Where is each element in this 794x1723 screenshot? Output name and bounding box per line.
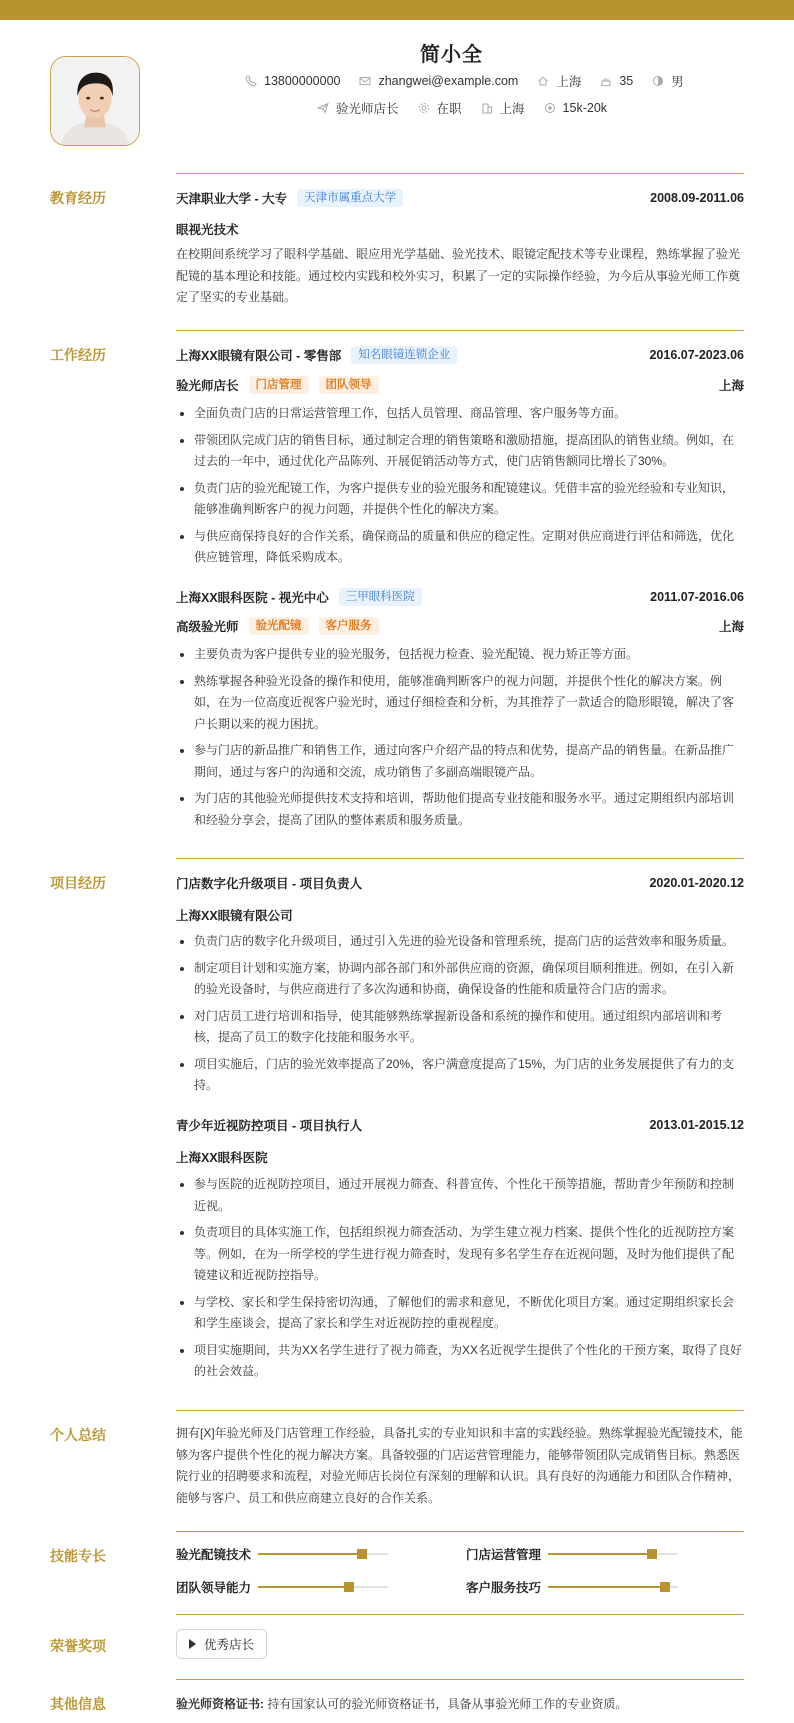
phone-value: 13800000000 (264, 74, 341, 88)
job-period: 2016.07-2023.06 (649, 348, 744, 362)
projects-section-title: 项目经历 (50, 875, 106, 891)
list-item: 主要负责为客户提供专业的验光服务，包括视力检查、验光配镜、视力矫正等方面。 (176, 644, 744, 666)
project-name: 青少年近视防控项目 - 项目执行人 (176, 1119, 363, 1133)
skill-level-knob (660, 1582, 670, 1592)
age-value: 35 (619, 74, 634, 88)
list-item: 制定项目计划和实施方案，协调内部各部门和外部供应商的资源，确保项目顺利推进。例如，在引入新的验光设备时，与供应商进行了多次沟通和协商，确保设备的性能和质量符合门店的需求。 (176, 958, 744, 1001)
status-item (417, 99, 462, 117)
skill-item (176, 1545, 388, 1563)
section-divider (176, 1531, 744, 1532)
project-org: 上海XX眼科医院 (176, 1151, 268, 1165)
building-icon (480, 101, 494, 115)
major-name: 眼视光技术 (176, 223, 239, 237)
list-item: 对门店员工进行培训和指导，使其能够熟练掌握新设备和系统的操作和使用。通过组织内部培训和考核，提高了员工的数字化技能和服务水平。 (176, 1006, 744, 1049)
awards-section-title: 荣誉奖项 (50, 1638, 106, 1654)
school-tag: 天津市属重点大学 (297, 189, 403, 207)
email-value: zhangwei@example.com (378, 74, 519, 88)
paper-plane-icon (316, 101, 330, 115)
age-item (599, 74, 633, 88)
skill-tag: 客户服务 (319, 617, 379, 635)
job-city: 上海 (718, 379, 744, 393)
list-item: 与供应商保持良好的合作关系，确保商品的质量和供应的稳定性。定期对供应商进行评估和筛选，优化供应链管理，降低采购成本。 (176, 526, 744, 569)
job-role-row (176, 616, 744, 636)
education-section-title: 教育经历 (50, 190, 106, 206)
section-divider (176, 173, 744, 174)
project-header (176, 1115, 744, 1135)
section-divider (176, 1614, 744, 1615)
job-bullets (176, 403, 744, 574)
skill-level-fill (548, 1553, 652, 1555)
avatar (50, 56, 140, 146)
skill-item (466, 1578, 678, 1596)
skill-tag: 团队领导 (319, 376, 379, 394)
list-item: 带领团队完成门店的销售目标，通过制定合理的销售策略和激励措施，提高团队的销售业绩。例如，在过去的一年中，通过优化产品陈列、开展促销活动等方式，使门店销售额同比增长了30%。 (176, 430, 744, 473)
section-divider (176, 1679, 744, 1680)
skill-level-bar (258, 1586, 388, 1588)
top-accent-bar (0, 0, 794, 20)
skill-level-knob (357, 1549, 367, 1559)
play-icon (189, 1639, 196, 1649)
job-role-row (176, 375, 744, 395)
project-name: 门店数字化升级项目 - 项目负责人 (176, 877, 363, 891)
skill-level-bar (548, 1553, 678, 1555)
job-role: 验光师店长 (176, 379, 239, 393)
intent-city-value: 上海 (499, 102, 525, 116)
skill-level-knob (647, 1549, 657, 1559)
project-bullets (176, 1174, 744, 1388)
candidate-name: 简小全 (420, 44, 483, 66)
other-section-title: 其他信息 (50, 1696, 106, 1712)
list-item: 负责项目的具体实施工作，包括组织视力筛查活动、为学生建立视力档案、提供个性化的近视防控方案等。例如，在为一所学校的学生进行视力筛查时，发现有多名学生存在近视问题，及时为他们提供了配镜建议和近视防控指导。 (176, 1222, 744, 1287)
other-info-line (176, 1695, 627, 1712)
project-bullets (176, 931, 744, 1102)
gear-icon (417, 101, 431, 115)
job-intent-row (316, 99, 625, 117)
company-tag: 知名眼镜连锁企业 (351, 346, 457, 364)
salary-item (543, 101, 607, 115)
gender-value: 男 (671, 75, 684, 89)
skill-level-fill (258, 1553, 362, 1555)
school-name: 天津职业大学 - 大专 (176, 192, 288, 206)
list-item: 参与医院的近视防控项目，通过开展视力筛查、科普宣传、个性化干预等措施，帮助青少年预防和控制近视。 (176, 1174, 744, 1217)
city-item (536, 72, 581, 90)
company-name: 上海XX眼科医院 - 视光中心 (176, 591, 329, 605)
list-item: 参与门店的新品推广和销售工作，通过向客户介绍产品的特点和优势，提高产品的销售量。在新品推广期间，通过与客户的沟通和交流，成功销售了多副高端眼镜产品。 (176, 740, 744, 783)
position-item (316, 99, 399, 117)
education-entry-header (176, 188, 744, 208)
skill-name: 验光配镜技术 (176, 1548, 252, 1562)
skill-level-bar (258, 1553, 388, 1555)
list-item: 熟练掌握各种验光设备的操作和使用，能够准确判断客户的视力问题，并提供个性化的解决方案。例如，在为一位高度近视客户验光时，通过仔细检查和分析，为其推荐了一款适合的隐形眼镜，解决了客户长期以来的视力困扰。 (176, 671, 744, 736)
project-header (176, 873, 744, 893)
section-divider (176, 858, 744, 859)
company-name: 上海XX眼镜有限公司 - 零售部 (176, 349, 342, 363)
position-value: 验光师店长 (336, 102, 399, 116)
email-icon (358, 74, 372, 88)
phone-icon (244, 74, 258, 88)
skill-level-bar (548, 1586, 678, 1588)
job-bullets (176, 644, 744, 836)
award-chip[interactable] (176, 1629, 267, 1659)
work-section-title: 工作经历 (50, 347, 106, 363)
job-header (176, 345, 744, 365)
salary-value: 15k-20k (562, 101, 608, 115)
age-icon (599, 74, 613, 88)
gender-item (651, 72, 684, 90)
gender-icon (651, 74, 665, 88)
list-item: 项目实施期间，共为XX名学生进行了视力筛查，为XX名近视学生提供了个性化的干预方案，取得了良好的社会效益。 (176, 1340, 744, 1383)
job-period: 2011.07-2016.06 (650, 590, 744, 604)
intent-city-item (480, 99, 525, 117)
certificate-text: 持有国家认可的验光师资格证书，具备从事验光师工作的专业资质。 (267, 1697, 628, 1711)
education-period: 2008.09-2011.06 (650, 191, 744, 205)
list-item: 全面负责门店的日常运营管理工作，包括人员管理、商品管理、客户服务等方面。 (176, 403, 744, 425)
list-item: 为门店的其他验光师提供技术支持和培训，帮助他们提高专业技能和服务水平。通过定期组织内部培训和经验分享会，提高了团队的整体素质和服务质量。 (176, 788, 744, 831)
education-description: 在校期间系统学习了眼科学基础、眼应用光学基础、验光技术、眼镜定配技术等专业课程，熟练掌握了验光配镜的基本理论和技能。通过校内实践和校外实习，积累了一定的实际操作经验，为今后从事验光师工作奠定了坚实的专业基础。 (176, 247, 741, 304)
city-value: 上海 (556, 75, 582, 89)
list-item: 与学校、家长和学生保持密切沟通，了解他们的需求和意见，不断优化项目方案。通过定期组织家长会和学生座谈会，提高了家长和学生对近视防控的重视程度。 (176, 1292, 744, 1335)
skill-tag: 验光配镜 (249, 617, 309, 635)
summary-section-title: 个人总结 (50, 1427, 106, 1443)
coin-icon (543, 101, 557, 115)
email-item (358, 74, 518, 88)
status-value: 在职 (436, 102, 462, 116)
list-item: 项目实施后，门店的验光效率提高了20%，客户满意度提高了15%，为门店的业务发展提供了有力的支持。 (176, 1054, 744, 1097)
job-city: 上海 (718, 620, 744, 634)
phone-item (244, 74, 340, 88)
home-icon (536, 74, 550, 88)
skill-item (466, 1545, 678, 1563)
section-divider (176, 1410, 744, 1411)
certificate-label: 验光师资格证书: (176, 1697, 264, 1711)
list-item: 负责门店的验光配镜工作，为客户提供专业的验光服务和配镜建议。凭借丰富的验光经验和专业知识，能够准确判断客户的视力问题，并提供个性化的解决方案。 (176, 478, 744, 521)
section-divider (176, 330, 744, 331)
award-label: 优秀店长 (204, 1638, 255, 1652)
job-header (176, 587, 744, 607)
skills-section-title: 技能专长 (50, 1548, 106, 1564)
skill-tag: 门店管理 (249, 376, 309, 394)
list-item: 负责门店的数字化升级项目，通过引入先进的验光设备和管理系统，提高门店的运营效率和服务质量。 (176, 931, 744, 953)
project-org: 上海XX眼镜有限公司 (176, 909, 293, 923)
contact-row (244, 72, 702, 90)
skill-name: 团队领导能力 (176, 1581, 252, 1595)
skill-level-knob (344, 1582, 354, 1592)
project-period: 2013.01-2015.12 (649, 1118, 744, 1132)
skill-item (176, 1578, 388, 1596)
skill-name: 门店运营管理 (466, 1548, 542, 1562)
skill-level-fill (548, 1586, 665, 1588)
portrait-image (51, 57, 139, 145)
job-role: 高级验光师 (176, 620, 239, 634)
summary-text: 拥有[X]年验光师及门店管理工作经验，具备扎实的专业知识和丰富的实践经验。熟练掌握验光配镜技术，能够为客户提供个性化的视力解决方案。具备较强的门店运营管理能力，能够带领团队完成销售目标。熟悉医院行业的招聘要求和流程，对验光师店长岗位有深刻的理解和认识。具有良好的沟通能力和团队合作精神，能够与客户、员工和供应商建立良好的合作关系。 (176, 1426, 743, 1505)
skill-name: 客户服务技巧 (466, 1581, 542, 1595)
skill-level-fill (258, 1586, 349, 1588)
project-period: 2020.01-2020.12 (649, 876, 744, 890)
company-tag: 三甲眼科医院 (339, 588, 422, 606)
